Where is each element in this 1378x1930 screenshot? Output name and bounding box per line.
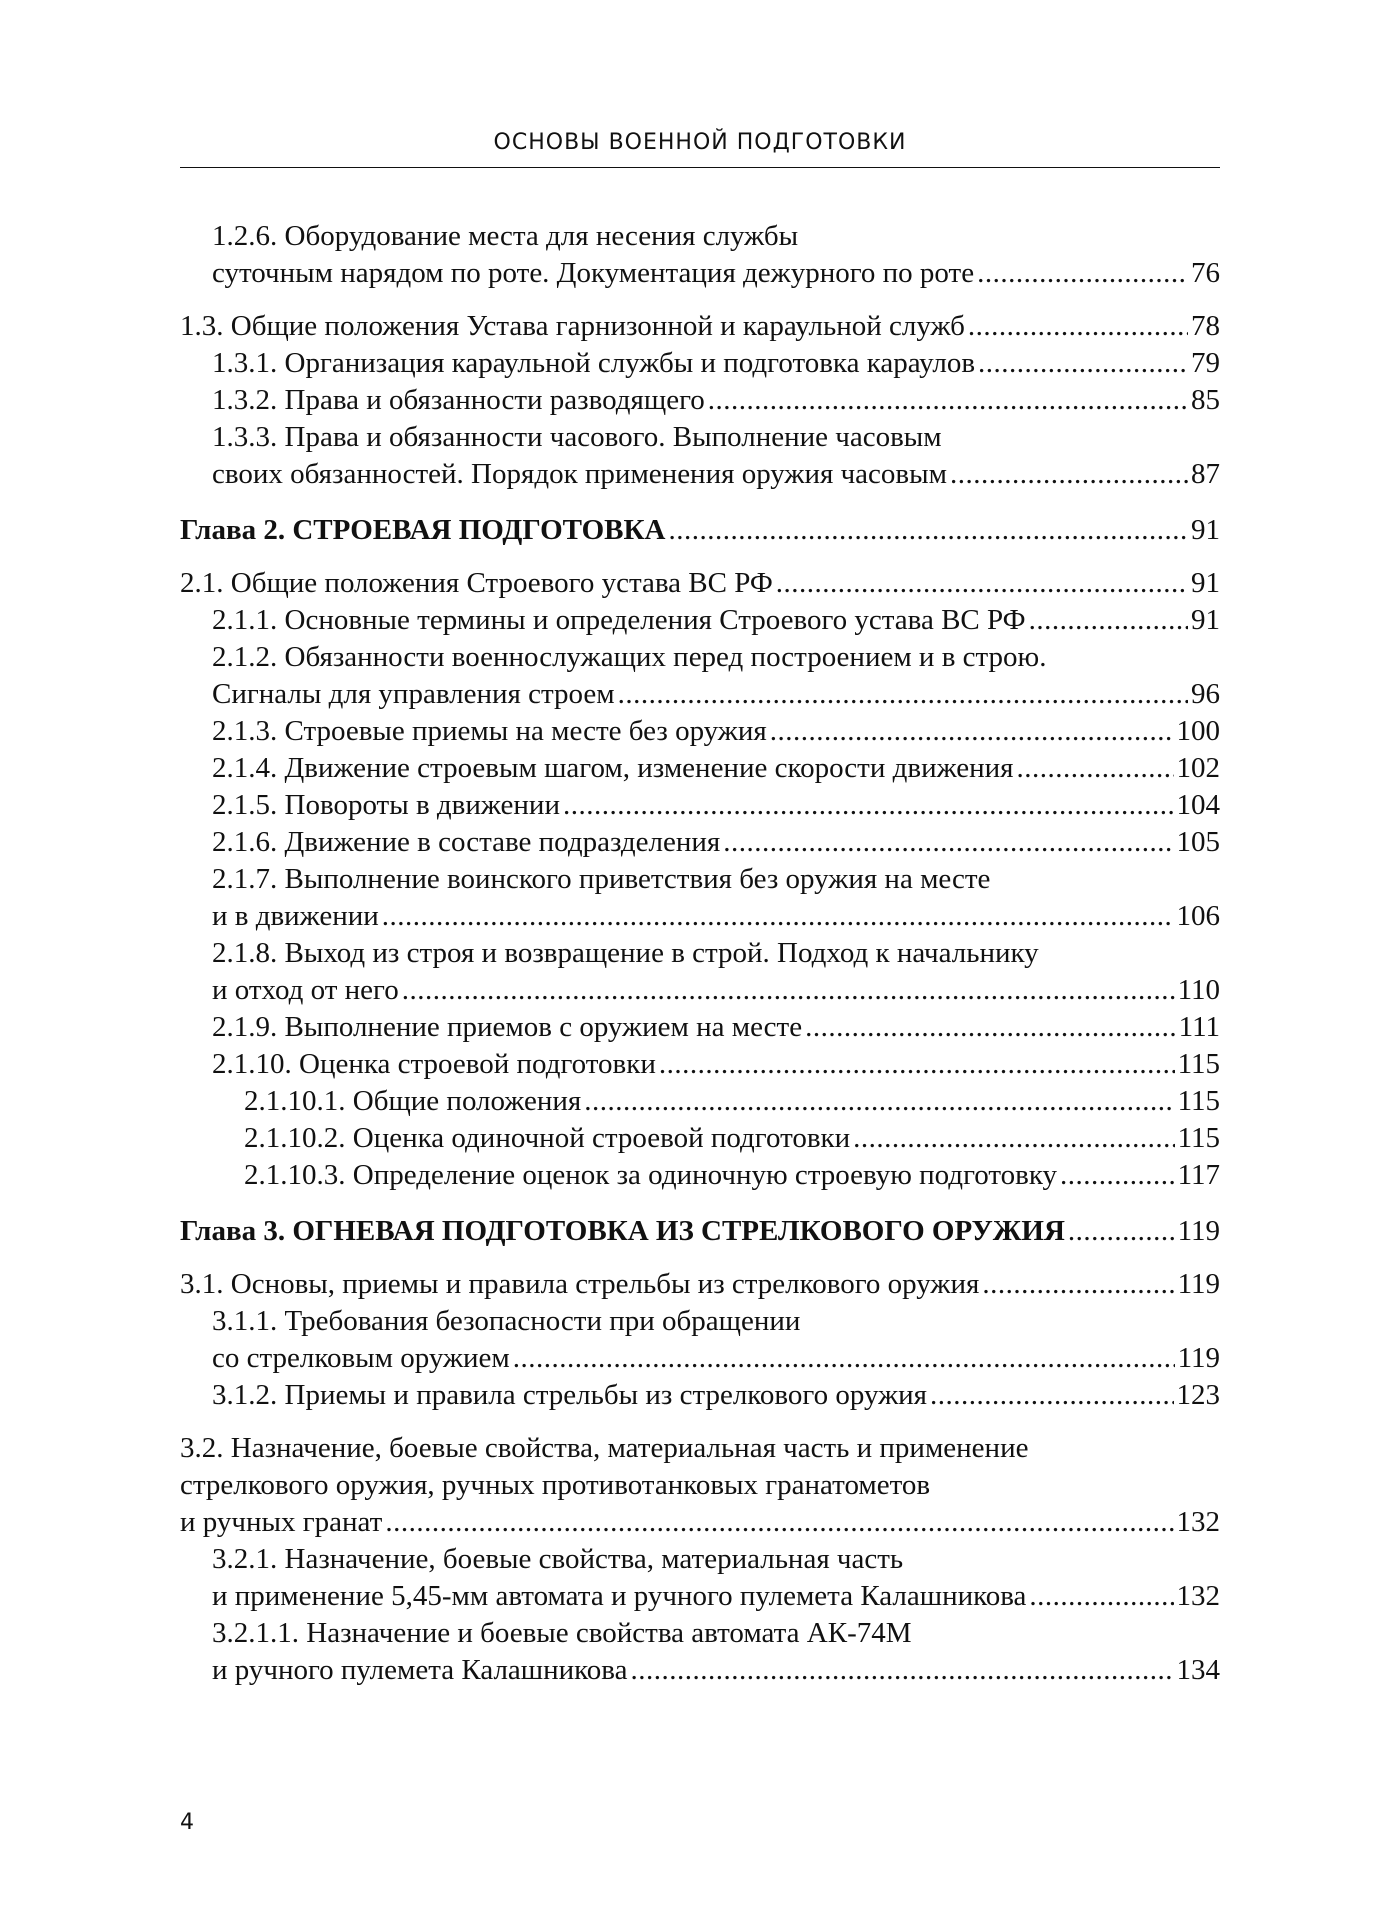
toc-page-number: 91: [1191, 514, 1220, 546]
toc-entry: [180, 565, 1220, 602]
toc-page-number: 119: [1177, 1215, 1220, 1247]
toc-entry-title: 3.1.2. Приемы и правила стрельбы из стрелкового оружия: [212, 1379, 927, 1411]
dot-leader: [805, 1009, 1176, 1046]
toc-entry-title: 2.1.10.1. Общие положения: [244, 1085, 582, 1117]
toc-page-number: 102: [1176, 752, 1220, 784]
toc-entry-title: Сигналы для управления строем: [212, 678, 615, 710]
dot-leader: [1068, 1213, 1175, 1250]
toc-entry-title: суточным нарядом по роте. Документация дежурного по роте: [212, 257, 975, 289]
toc-entry-title: 2.1.3. Строевые приемы на месте без оружия: [212, 715, 767, 747]
toc-entry-title: 1.3. Общие положения Устава гарнизонной и караульной служб: [180, 310, 965, 342]
toc-entry-line: стрелкового оружия, ручных противотанковых гранатометов: [180, 1469, 931, 1501]
toc-entry: [180, 639, 1220, 713]
toc-page-number: 105: [1176, 826, 1220, 858]
running-title: ОСНОВЫ ВОЕННОЙ ПОДГОТОВКИ: [493, 130, 907, 155]
toc-entry-line: 3.1.1. Требования безопасности при обращении: [212, 1305, 801, 1337]
toc-entry: [180, 713, 1220, 750]
page-number: 4: [180, 1810, 194, 1835]
toc-entry: [180, 218, 1220, 292]
toc-entry-line: 3.2.1.1. Назначение и боевые свойства автомата АК-74М: [212, 1617, 912, 1649]
toc-entry-title: 2.1.10.2. Оценка одиночной строевой подготовки: [244, 1122, 851, 1154]
toc-entry: [180, 1377, 1220, 1414]
toc-entry: [180, 1303, 1220, 1377]
dot-leader: [708, 382, 1188, 419]
dot-leader: [723, 824, 1173, 861]
toc-page-number: 100: [1176, 715, 1220, 747]
toc-page-number: 91: [1191, 567, 1220, 599]
toc-page-number: 115: [1177, 1048, 1220, 1080]
toc-entry-title: Глава 2. СТРОЕВАЯ ПОДГОТОВКА: [180, 514, 666, 546]
dot-leader: [978, 345, 1188, 382]
toc-entry-title: и применение 5,45-мм автомата и ручного пулемета Калашникова: [212, 1580, 1027, 1612]
toc-entry: [180, 1615, 1220, 1689]
toc-entry-line: 2.1.2. Обязанности военнослужащих перед построением и в строю.: [212, 641, 1047, 673]
toc-page-number: 115: [1177, 1085, 1220, 1117]
toc-entry-title: 2.1.10.3. Определение оценок за одиночную строевую подготовку: [244, 1159, 1058, 1191]
toc-entry-title: 2.1.6. Движение в составе подразделения: [212, 826, 721, 858]
toc-entry: [180, 861, 1220, 935]
toc-page-number: 132: [1176, 1580, 1220, 1612]
toc-entry-title: 1.3.1. Организация караульной службы и подготовка караулов: [212, 347, 976, 379]
toc-entry-line: 1.3.3. Права и обязанности часового. Выполнение часовым: [212, 421, 942, 453]
dot-leader: [1060, 1157, 1175, 1194]
dot-leader: [385, 1504, 1173, 1541]
toc-entry: [180, 1046, 1220, 1083]
toc-entry: [180, 750, 1220, 787]
toc-page-number: 106: [1176, 900, 1220, 932]
toc-entry-line: 2.1.8. Выход из строя и возвращение в строй. Подход к начальнику: [212, 937, 1039, 969]
dot-leader: [563, 787, 1174, 824]
toc-entry: [180, 1541, 1220, 1615]
toc-entry-title: 2.1.10. Оценка строевой подготовки: [212, 1048, 656, 1080]
toc-entry-title: своих обязанностей. Порядок применения оружия часовым: [212, 458, 947, 490]
dot-leader: [982, 1266, 1174, 1303]
header-rule: [180, 167, 1220, 168]
toc-entry-title: 2.1.1. Основные термины и определения Строевого устава ВС РФ: [212, 604, 1026, 636]
toc-page-number: 85: [1191, 384, 1220, 416]
toc-entry-line: 1.2.6. Оборудование места для несения службы: [212, 220, 799, 252]
toc-page-number: 110: [1177, 974, 1220, 1006]
dot-leader: [659, 1046, 1175, 1083]
toc-page-number: 119: [1177, 1268, 1220, 1300]
dot-leader: [968, 308, 1188, 345]
toc-entry: [180, 1009, 1220, 1046]
toc-entry-line: 2.1.7. Выполнение воинского приветствия без оружия на месте: [212, 863, 991, 895]
toc-entry: [180, 1266, 1220, 1303]
toc-page-number: 117: [1177, 1159, 1220, 1191]
toc-page-number: 123: [1176, 1379, 1220, 1411]
dot-leader: [382, 898, 1174, 935]
toc-entry-title: со стрелковым оружием: [212, 1342, 510, 1374]
toc-page-number: 132: [1176, 1506, 1220, 1538]
dot-leader: [977, 255, 1188, 292]
dot-leader: [776, 565, 1188, 602]
dot-leader: [770, 713, 1174, 750]
dot-leader: [618, 676, 1188, 713]
dot-leader: [930, 1377, 1174, 1414]
dot-leader: [584, 1083, 1174, 1120]
toc-entry: [180, 419, 1220, 493]
dot-leader: [630, 1652, 1173, 1689]
toc-entry-title: 2.1. Общие положения Строевого устава ВС РФ: [180, 567, 773, 599]
toc-page-number: 104: [1176, 789, 1220, 821]
dot-leader: [513, 1340, 1175, 1377]
dot-leader: [668, 512, 1188, 549]
toc-entry: [180, 1157, 1220, 1194]
toc-chapter-heading: [180, 512, 1220, 549]
toc-page-number: 119: [1177, 1342, 1220, 1374]
toc-chapter-heading: [180, 1213, 1220, 1250]
toc-entry: [180, 382, 1220, 419]
toc-page-number: 91: [1191, 604, 1220, 636]
toc-entry-title: Глава 3. ОГНЕВАЯ ПОДГОТОВКА ИЗ СТРЕЛКОВОГО ОРУЖИЯ: [180, 1215, 1065, 1247]
toc-entry-title: 3.1. Основы, приемы и правила стрельбы из стрелкового оружия: [180, 1268, 980, 1300]
toc-entry: [180, 935, 1220, 1009]
toc-entry: [180, 308, 1220, 345]
toc-page-number: 87: [1191, 458, 1220, 490]
toc-entry-line: 3.2.1. Назначение, боевые свойства, материальная часть: [212, 1543, 904, 1575]
table-of-contents: [180, 218, 1220, 1689]
toc-entry: [180, 787, 1220, 824]
toc-entry-title: 2.1.4. Движение строевым шагом, изменение скорости движения: [212, 752, 1014, 784]
toc-page-number: 76: [1191, 257, 1220, 289]
dot-leader: [402, 972, 1175, 1009]
toc-page-number: 79: [1191, 347, 1220, 379]
toc-entry-title: и в движении: [212, 900, 379, 932]
dot-leader: [853, 1120, 1174, 1157]
dot-leader: [1017, 750, 1174, 787]
dot-leader: [1029, 602, 1188, 639]
toc-entry: [180, 1120, 1220, 1157]
toc-page-number: 111: [1178, 1011, 1220, 1043]
toc-entry: [180, 345, 1220, 382]
toc-entry: [180, 824, 1220, 861]
toc-page-number: 134: [1176, 1654, 1220, 1686]
toc-entry-title: и ручного пулемета Калашникова: [212, 1654, 628, 1686]
toc-entry: [180, 1430, 1220, 1541]
toc-page-number: 96: [1191, 678, 1220, 710]
dot-leader: [1029, 1578, 1173, 1615]
toc-entry-title: и ручных гранат: [180, 1506, 383, 1538]
toc-entry-line: 3.2. Назначение, боевые свойства, материальная часть и применение: [180, 1432, 1029, 1464]
toc-entry: [180, 1083, 1220, 1120]
toc-entry-title: и отход от него: [212, 974, 399, 1006]
toc-entry-title: 1.3.2. Права и обязанности разводящего: [212, 384, 705, 416]
toc-page-number: 78: [1191, 310, 1220, 342]
toc-entry-title: 2.1.5. Повороты в движении: [212, 789, 560, 821]
dot-leader: [950, 456, 1188, 493]
toc-entry-title: 2.1.9. Выполнение приемов с оружием на месте: [212, 1011, 803, 1043]
toc-page-number: 115: [1177, 1122, 1220, 1154]
toc-entry: [180, 602, 1220, 639]
